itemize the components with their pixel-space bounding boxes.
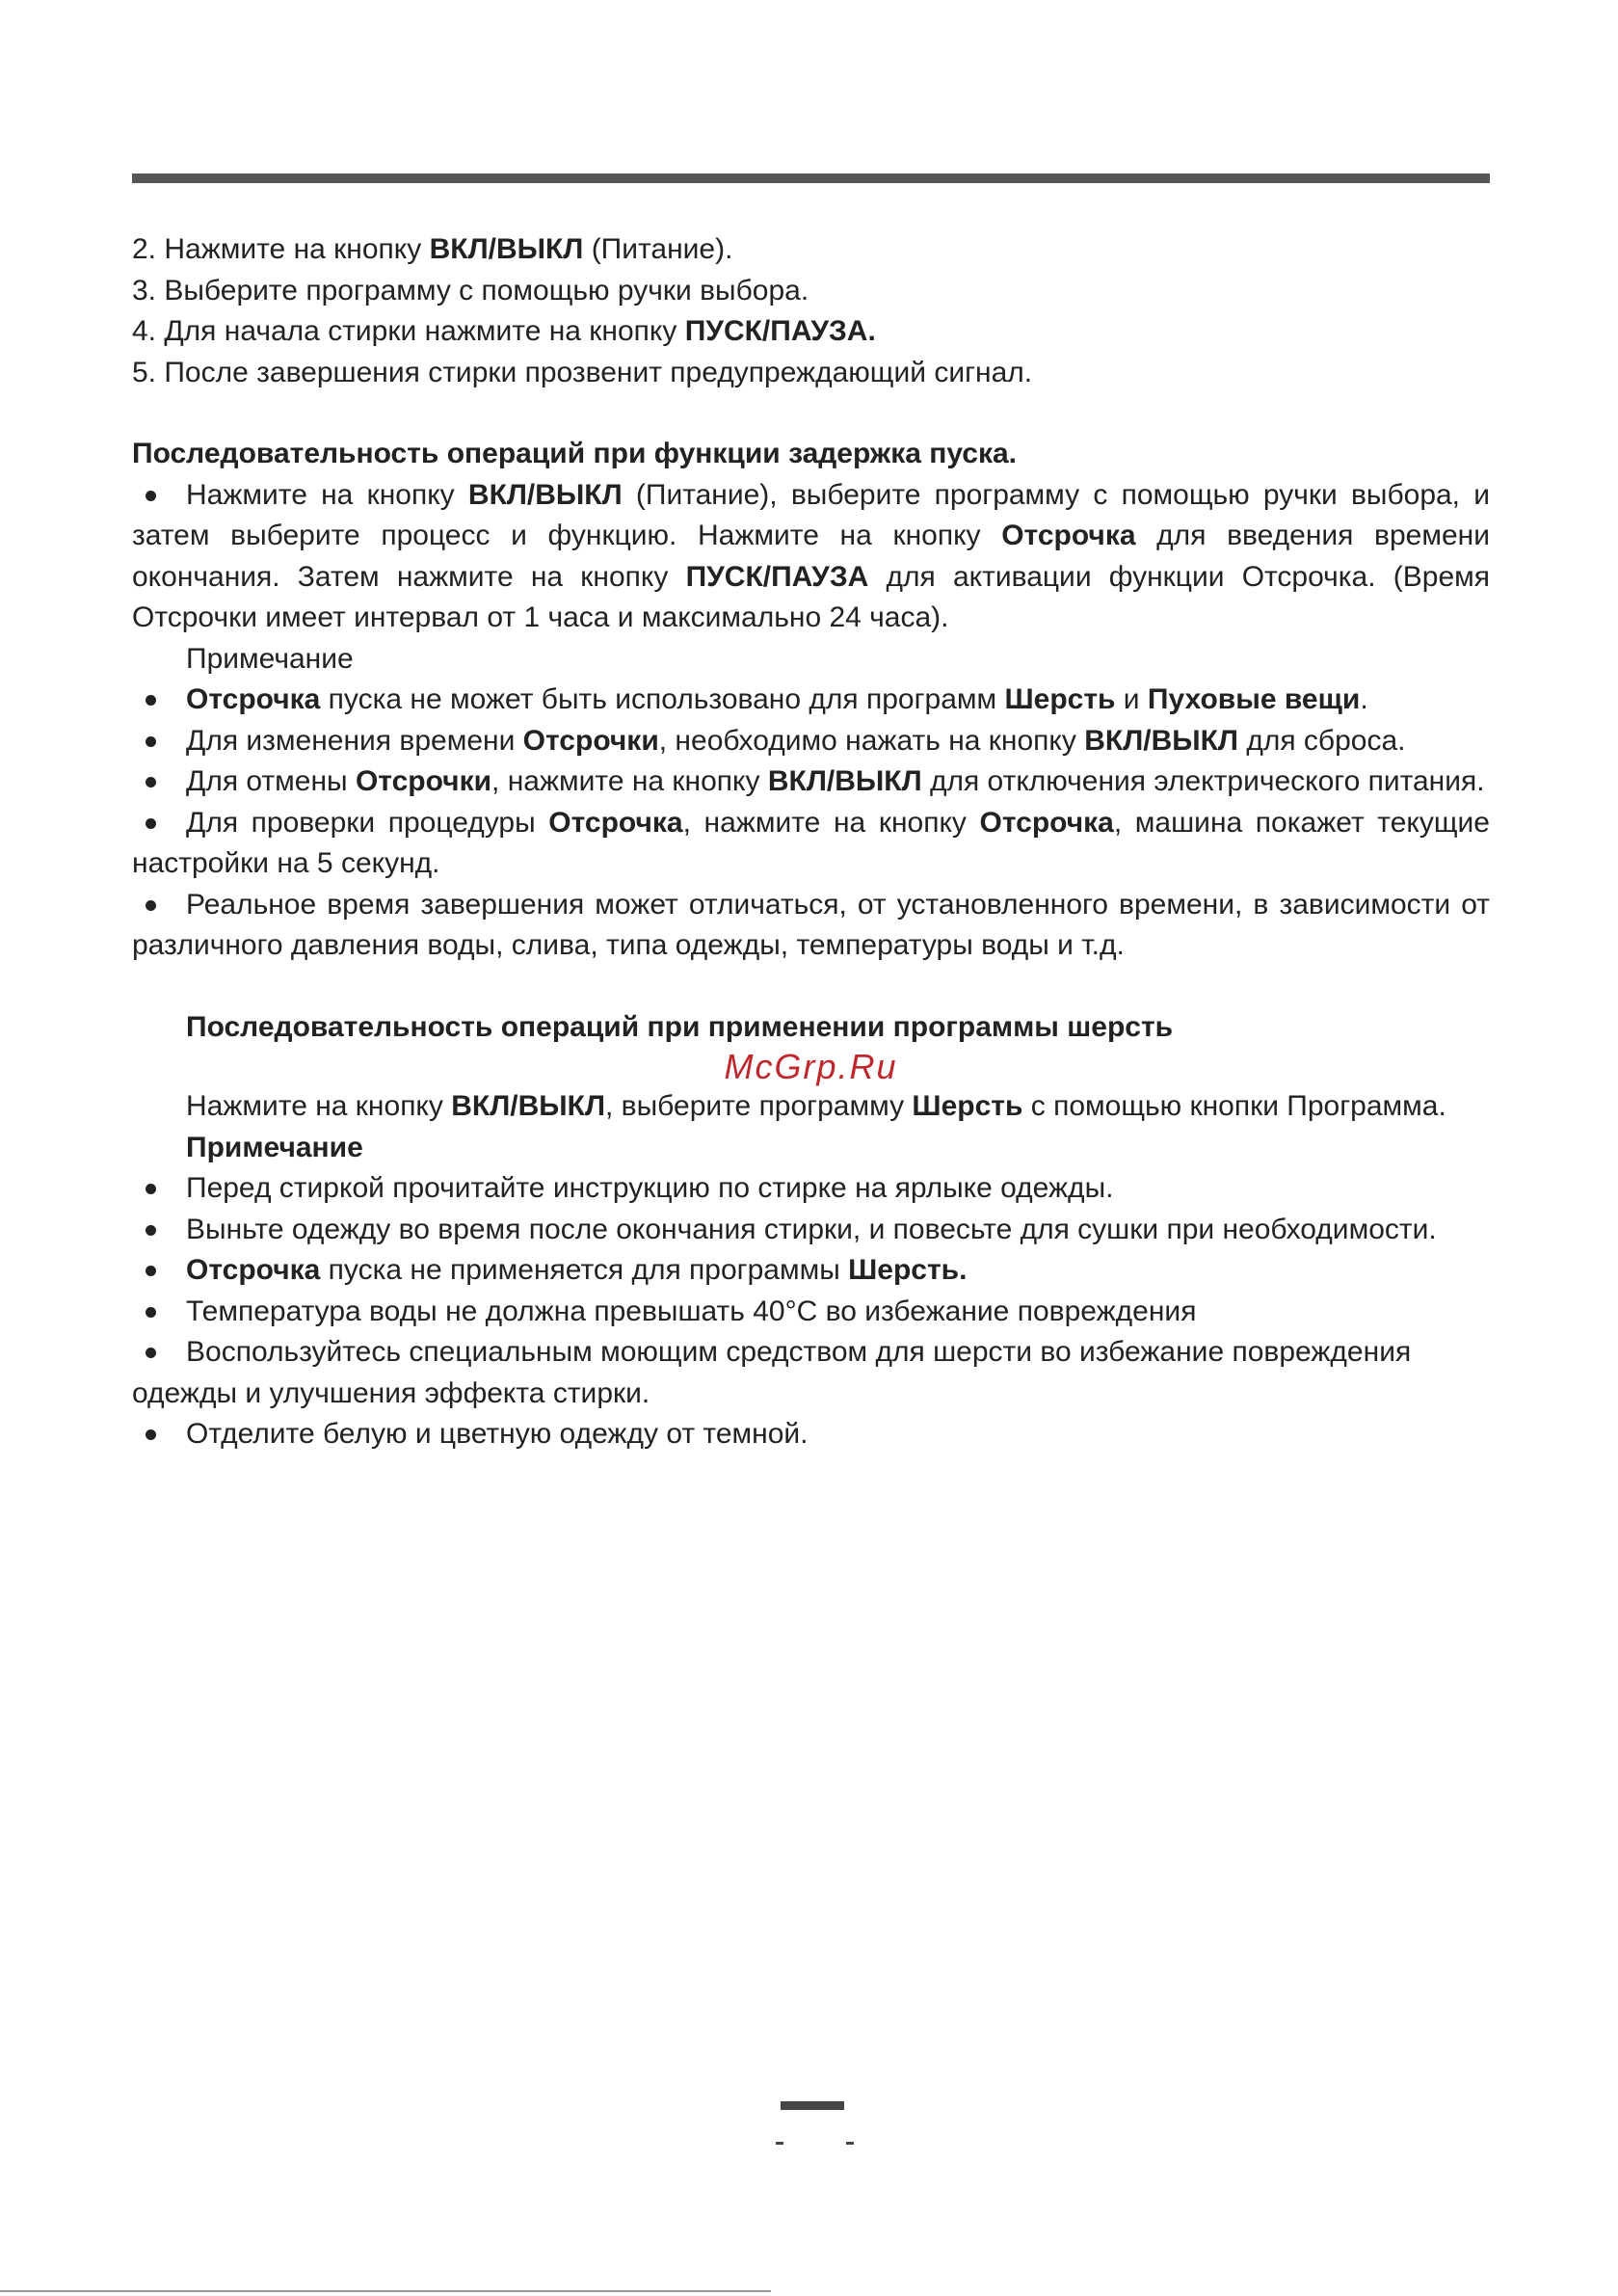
text: (Питание), выберите программу с помощью ручки выбора, и затем выберите процесс и функцию. Нажмите на кнопку bbox=[132, 478, 1491, 551]
bold-text: Отсрочка bbox=[979, 806, 1114, 839]
wool-note-2 bbox=[132, 1210, 1490, 1251]
bullet-icon bbox=[146, 695, 156, 706]
watermark: McGrp.Ru bbox=[724, 1047, 898, 1086]
page-number-bar bbox=[781, 2101, 844, 2110]
wool-note-6 bbox=[132, 1414, 1490, 1455]
wool-note-label: Примечание bbox=[186, 1131, 363, 1163]
text: для отключения электрического питания. bbox=[921, 765, 1485, 797]
text: , необходимо нажать на кнопку bbox=[658, 724, 1085, 757]
bullet-icon bbox=[146, 1184, 156, 1194]
delay-note-2 bbox=[132, 721, 1490, 762]
bullet-icon bbox=[146, 900, 156, 911]
wool-note-1 bbox=[132, 1168, 1490, 1210]
page-mark-right bbox=[846, 2142, 854, 2145]
bullet-icon bbox=[146, 818, 156, 829]
bold-text: ВКЛ/ВЫКЛ bbox=[767, 765, 922, 797]
step-5: 5. После завершения стирки прозвенит предупреждающий сигнал. bbox=[132, 356, 1033, 388]
text: пуска не может быть использовано для программ bbox=[320, 683, 1005, 715]
bullet-icon bbox=[146, 1225, 156, 1236]
step-2-button-name: ВКЛ/ВЫКЛ bbox=[429, 233, 584, 265]
bold-text: Отсрочка bbox=[548, 806, 683, 839]
text: Нажмите на кнопку bbox=[186, 1090, 452, 1122]
text: с помощью кнопки Программа. bbox=[1022, 1090, 1446, 1122]
bold-text: Отсрочки bbox=[355, 765, 492, 797]
text: Для изменения времени bbox=[186, 724, 523, 757]
step-3: 3. Выберите программу с помощью ручки выбора. bbox=[132, 274, 809, 307]
text: Отделите белую и цветную одежду от темной. bbox=[186, 1418, 809, 1450]
step-4 bbox=[132, 311, 1490, 353]
bold-text: Отсрочка bbox=[186, 1254, 321, 1286]
text: Для отмены bbox=[186, 765, 356, 797]
bullet-icon bbox=[146, 777, 156, 788]
wool-note-4 bbox=[132, 1292, 1490, 1333]
bullet-icon bbox=[146, 1266, 156, 1276]
text: Температура воды не должна превышать 40°C во избежание повреждения bbox=[186, 1295, 1197, 1327]
step-2-text: 2. Нажмите на кнопку bbox=[132, 233, 430, 265]
bullet-icon bbox=[146, 1429, 156, 1440]
delay-note-label: Примечание bbox=[186, 642, 354, 675]
text: для сброса. bbox=[1237, 724, 1406, 757]
wool-note-5 bbox=[132, 1332, 1490, 1414]
text: Реальное время завершения может отличаться, от установленного времени, в зависимости от различного давления воды, слива, типа одежды, температуры воды и т.д. bbox=[132, 888, 1490, 961]
delay-section-heading: Последовательность операций при функции задержка пуска. bbox=[132, 438, 1018, 469]
bold-text: ПУСК/ПАУЗА bbox=[685, 560, 869, 593]
step-2 bbox=[132, 229, 1490, 271]
bold-text: ВКЛ/ВЫКЛ bbox=[1084, 724, 1238, 757]
spacer bbox=[132, 967, 1490, 1007]
text: пуска не применяется для программы bbox=[320, 1254, 849, 1286]
page-mark-left bbox=[776, 2142, 783, 2145]
delay-paragraph bbox=[132, 475, 1490, 639]
text: , нажмите на кнопку bbox=[491, 765, 768, 797]
text: для введения времени окончания. Затем нажмите на кнопку bbox=[132, 520, 1490, 593]
wool-note-3 bbox=[132, 1250, 1490, 1292]
bold-text: ВКЛ/ВЫКЛ bbox=[451, 1090, 605, 1122]
header-rule bbox=[132, 174, 1490, 183]
wool-paragraph bbox=[132, 1086, 1490, 1128]
text: Нажмите на кнопку bbox=[186, 478, 468, 511]
page-number-marks bbox=[771, 2134, 858, 2153]
bullet-icon bbox=[146, 1307, 156, 1318]
page-content bbox=[132, 229, 1490, 1455]
step-2-text-end: (Питание). bbox=[583, 233, 733, 265]
text: Для проверки процедуры bbox=[186, 806, 549, 839]
text: , машина покажет текущие настройки на 5 секунд. bbox=[132, 806, 1490, 879]
text: Воспользуйтесь специальным моющим средством для шерсти во избежание повреждения одежды и улучшения эффекта стирки. bbox=[132, 1336, 1412, 1409]
bold-text: Отсрочка bbox=[186, 683, 321, 715]
text: для активации функции Отсрочка. (Время Отсрочки имеет интервал от 1 часа и максимально 24 часа). bbox=[132, 560, 1491, 633]
bold-text: Шерсть bbox=[1004, 683, 1116, 715]
bullet-icon bbox=[146, 736, 156, 747]
footer-rule bbox=[0, 2290, 771, 2292]
delay-note-4 bbox=[132, 803, 1490, 885]
bold-text: Отсрочка bbox=[1001, 520, 1136, 551]
text: Выньте одежду во время после окончания стирки, и повесьте для сушки при необходимости. bbox=[186, 1213, 1437, 1245]
bold-text: Пуховые вещи bbox=[1147, 683, 1361, 715]
wool-section-heading: Последовательность операций при применении программы шерсть bbox=[186, 1010, 1174, 1043]
delay-note-3 bbox=[132, 761, 1490, 803]
bullet-icon bbox=[146, 1348, 156, 1358]
text: , выберите программу bbox=[605, 1090, 913, 1122]
bold-text: Отсрочки bbox=[522, 724, 659, 757]
text: Перед стиркой прочитайте инструкцию по стирке на ярлыке одежды. bbox=[186, 1172, 1114, 1204]
bullet-icon bbox=[146, 491, 156, 501]
text: и bbox=[1115, 683, 1148, 715]
bold-text: ВКЛ/ВЫКЛ bbox=[467, 478, 623, 511]
text: . bbox=[1360, 683, 1368, 715]
text: , нажмите на кнопку bbox=[682, 806, 980, 839]
spacer bbox=[132, 393, 1490, 434]
delay-note-5 bbox=[132, 885, 1490, 967]
bold-text: Шерсть bbox=[912, 1090, 1023, 1122]
delay-note-1 bbox=[132, 680, 1490, 721]
step-4-button-name: ПУСК/ПАУЗА. bbox=[684, 315, 876, 347]
step-4-text: 4. Для начала стирки нажмите на кнопку bbox=[132, 315, 685, 347]
bold-text: Шерсть. bbox=[848, 1254, 968, 1286]
